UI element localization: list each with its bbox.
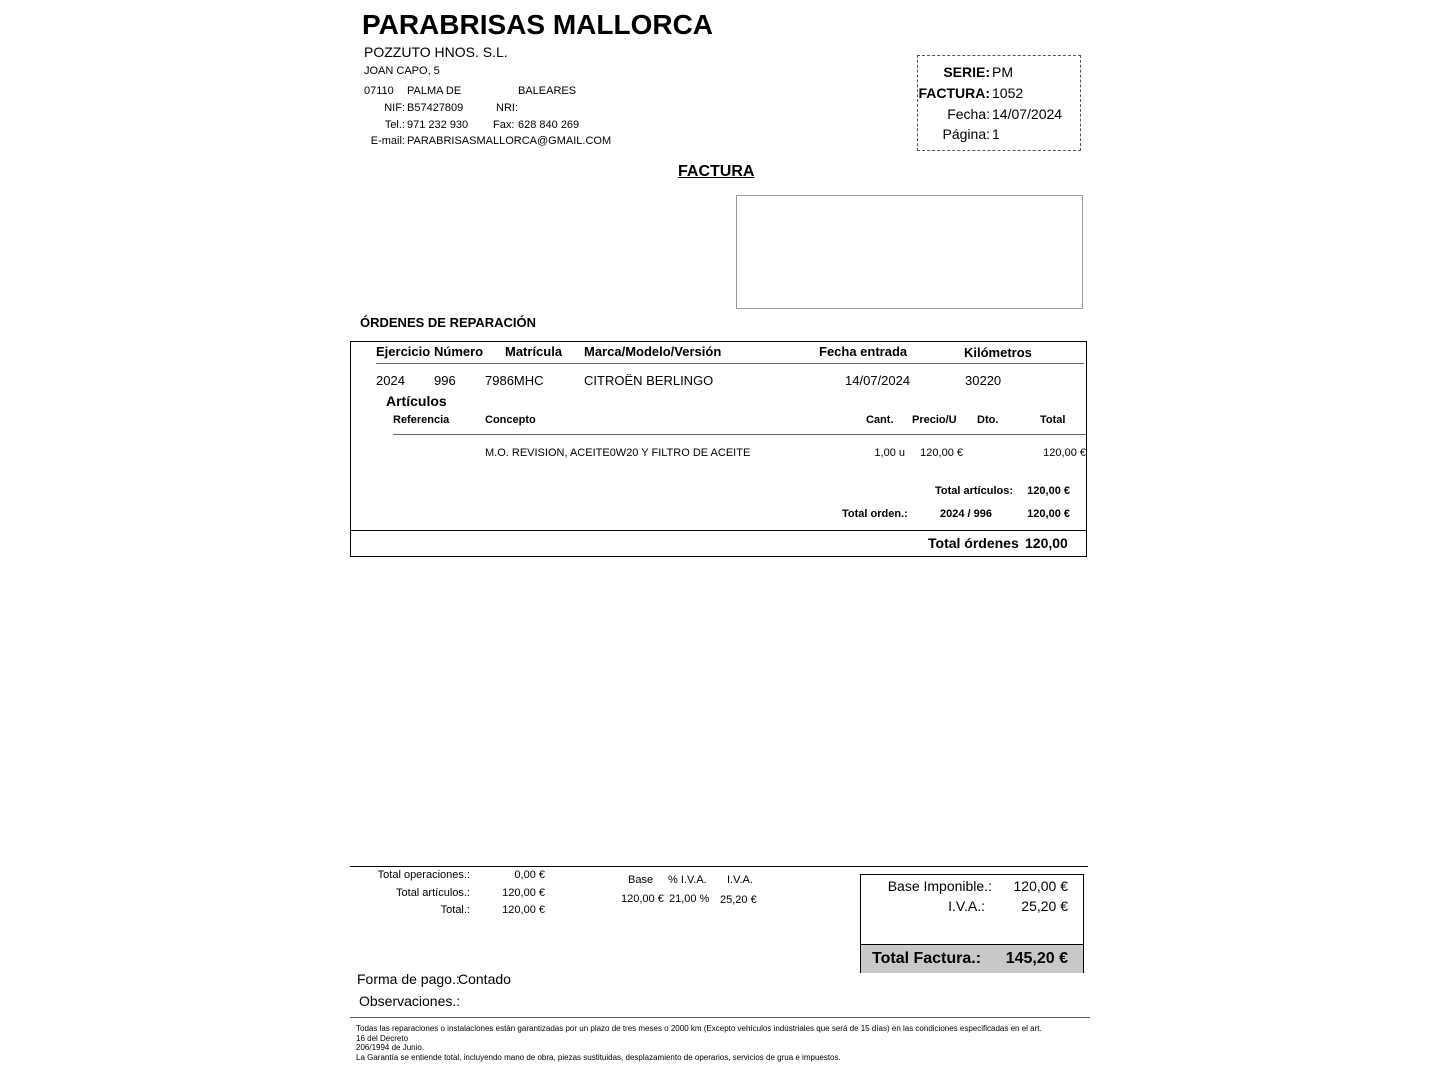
col-dto: Dto. xyxy=(977,414,999,426)
factura-value: 1052 xyxy=(992,85,1024,101)
fax-label: Fax: xyxy=(493,119,515,131)
row-kilometros: 30220 xyxy=(965,373,1002,388)
total-operaciones-value: 0,00 € xyxy=(514,869,545,881)
total-operaciones-label: Total operaciones.: xyxy=(377,869,470,881)
footer-line-2: 16 del Decreto xyxy=(356,1033,409,1043)
iva-label: I.V.A.: xyxy=(948,898,985,914)
iva-value: 25,20 € xyxy=(1021,898,1068,914)
iva-table-base: 120,00 € xyxy=(621,893,664,905)
client-address-box xyxy=(736,195,1083,309)
tel-value: 971 232 930 xyxy=(407,119,469,131)
total-articulos-label: Total artículos: xyxy=(934,485,1013,497)
row-fecha-entrada: 14/07/2024 xyxy=(845,373,911,388)
totals-box xyxy=(860,874,1084,973)
row-ejercicio: 2024 xyxy=(376,373,405,388)
col-marca: Marca/Modelo/Versión xyxy=(584,344,722,359)
col-total: Total xyxy=(1040,414,1066,426)
orders-header-divider xyxy=(376,363,1084,364)
summary-total-articulos-label: Total artículos.: xyxy=(396,887,470,899)
row-matricula: 7986MHC xyxy=(485,373,544,388)
col-precio: Precio/U xyxy=(912,414,957,426)
summary-divider xyxy=(350,866,1088,867)
articles-header-divider xyxy=(393,434,1086,435)
invoice-info-box xyxy=(917,55,1081,151)
nif-label: NIF: xyxy=(384,102,405,114)
total-ordenes-divider xyxy=(350,530,1087,531)
document-title: FACTURA xyxy=(678,163,755,180)
company-legal-name: POZZUTO HNOS. S.L. xyxy=(364,44,508,60)
col-kilometros: Kilómetros xyxy=(964,345,1032,360)
iva-table-iva-header: I.V.A. xyxy=(727,874,753,886)
email-label: E-mail: xyxy=(370,135,405,147)
pagina-label: Página: xyxy=(942,126,990,142)
factura-label: FACTURA: xyxy=(918,85,990,101)
row-marca: CITROËN BERLINGO xyxy=(584,373,714,388)
tel-label: Tel.: xyxy=(384,119,405,131)
footer-line-1: Todas las reparaciones o instalaciones están garantizadas por un plazo de tres meses o 2000 km (Excepto vehículos industriales que será de 15 días) en las condiciones especificadas en el art. xyxy=(356,1024,1042,1033)
observaciones-label: Observaciones.: xyxy=(359,993,461,1009)
pagina-value: 1 xyxy=(992,126,1000,142)
col-numero: Número xyxy=(434,344,484,359)
item-total: 120,00 € xyxy=(1043,447,1086,459)
orders-section-title: ÓRDENES DE REPARACIÓN xyxy=(360,315,537,330)
fax-value: 628 840 269 xyxy=(518,119,580,131)
articles-title: Artículos xyxy=(386,393,447,409)
base-imponible-value: 120,00 € xyxy=(1013,878,1068,894)
summary-total-value: 120,00 € xyxy=(502,904,545,916)
footer-line-4: La Garantía se entiende total, incluyendo mano de obra, piezas sustituidas, desplazamiento de operarios, servicios de grua e impuestos. xyxy=(356,1052,841,1062)
col-referencia: Referencia xyxy=(393,414,450,426)
total-orden-label: Total orden.: xyxy=(842,508,908,520)
item-concepto: M.O. REVISION, ACEITE0W20 Y FILTRO DE ACEITE xyxy=(485,447,751,459)
footer-legal-text xyxy=(356,1024,1042,1062)
iva-table-base-header: Base xyxy=(628,874,654,886)
footer-divider xyxy=(350,1017,1090,1018)
col-concepto: Concepto xyxy=(485,414,536,426)
total-orden-value: 120,00 € xyxy=(1027,508,1070,520)
summary-total-label: Total.: xyxy=(440,904,470,916)
nif-value: B57427809 xyxy=(407,102,464,114)
col-matricula: Matrícula xyxy=(505,344,563,359)
company-name: PARABRISAS MALLORCA xyxy=(362,9,714,40)
fecha-label: Fecha: xyxy=(947,106,990,122)
col-cant: Cant. xyxy=(866,414,894,426)
col-fecha-entrada: Fecha entrada xyxy=(819,344,908,359)
company-province: BALEARES xyxy=(518,85,577,97)
row-numero: 996 xyxy=(434,373,456,388)
total-factura-value: 145,20 € xyxy=(1005,950,1068,967)
total-orden-ref: 2024 / 996 xyxy=(940,508,992,520)
serie-label: SERIE: xyxy=(943,64,990,80)
serie-value: PM xyxy=(992,64,1013,80)
total-ordenes-value: 120,00 xyxy=(1025,535,1068,551)
iva-table-iva: 25,20 € xyxy=(720,894,757,906)
total-factura-label: Total Factura.: xyxy=(872,950,982,967)
total-ordenes-label: Total órdenes xyxy=(928,535,1019,551)
company-city: PALMA DE xyxy=(407,85,462,97)
forma-pago-value: Contado xyxy=(458,971,511,987)
company-address: JOAN CAPO, 5 xyxy=(364,65,440,77)
forma-pago-label: Forma de pago.: xyxy=(357,971,460,987)
total-factura-band xyxy=(861,944,1083,973)
nri-label: NRI: xyxy=(496,102,518,114)
fecha-value: 14/07/2024 xyxy=(992,106,1063,122)
iva-table-pct: 21,00 % xyxy=(669,893,710,905)
base-imponible-label: Base Imponible.: xyxy=(887,878,992,894)
footer-line-3: 206/1994 de Junio. xyxy=(356,1043,425,1052)
total-articulos-value: 120,00 € xyxy=(1027,485,1070,497)
company-postal-code: 07110 xyxy=(364,85,394,97)
summary-total-articulos-value: 120,00 € xyxy=(502,887,545,899)
item-precio: 120,00 € xyxy=(920,447,963,459)
iva-table-pct-header: % I.V.A. xyxy=(668,874,707,886)
col-ejercicio: Ejercicio xyxy=(376,344,431,359)
item-cant: 1,00 u xyxy=(874,447,905,459)
email-value: PARABRISASMALLORCA@GMAIL.COM xyxy=(407,135,612,147)
